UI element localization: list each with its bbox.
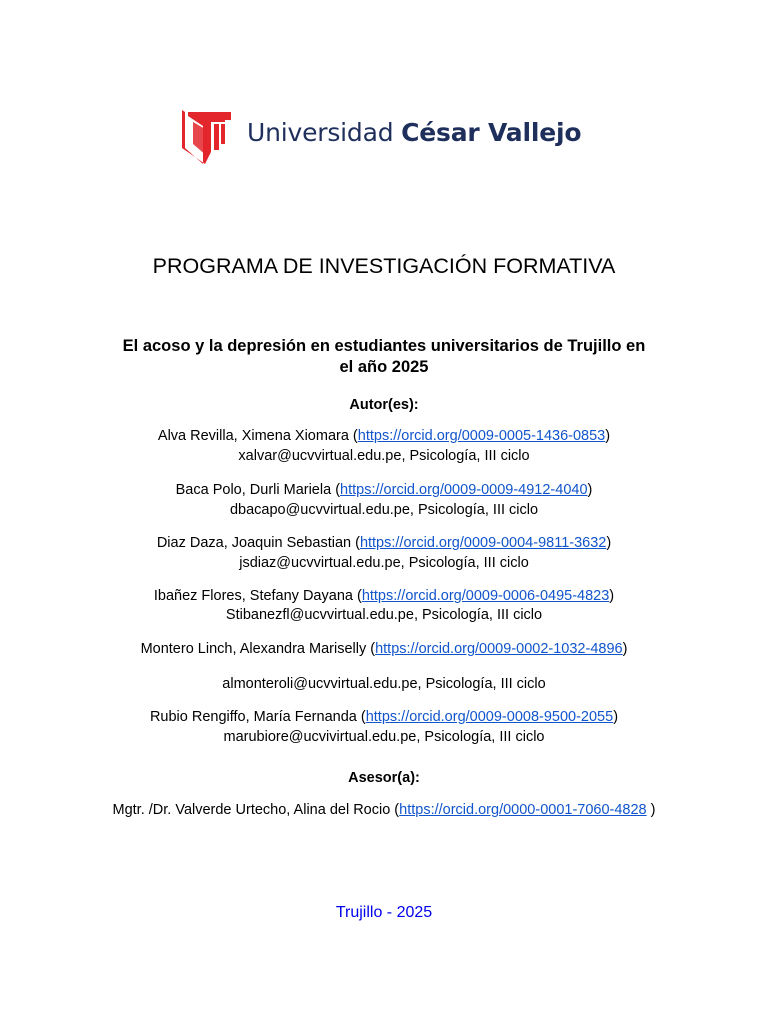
author-name: Alva Revilla, Ximena Xiomara ( [157,428,358,444]
author-line [0,535,768,551]
author-name: Baca Polo, Durli Mariela ( [175,482,341,498]
paren-close: ) [587,482,593,498]
paren-close: ) [613,709,619,725]
author-name: Montero Linch, Alexandra Mariselly ( [140,641,376,657]
university-logo [181,108,601,168]
orcid-link[interactable]: https://orcid.org/0009-0005-1436-0853 [357,428,606,444]
paren-close: ) [646,802,656,818]
advisor-label: Asesor(a): [348,770,420,786]
brand-regular: Universidad [247,118,402,147]
author-name: Ibañez Flores, Stefany Dayana ( [153,588,362,604]
author-info: dbacapo@ucvvirtual.edu.pe, Psicología, III ciclo [229,502,539,518]
thesis-title-line-2: el año 2025 [339,358,429,376]
author-line [0,588,768,604]
place-year: Trujillo - 2025 [335,904,433,921]
paren-close: ) [605,428,611,444]
orcid-link[interactable]: https://orcid.org/0009-0006-0495-4823 [361,588,610,604]
orcid-link[interactable]: https://orcid.org/0009-0008-9500-2055 [365,709,614,725]
orcid-link[interactable]: https://orcid.org/0009-0004-9811-3632 [359,535,607,551]
thesis-title [90,336,678,378]
orcid-link[interactable]: https://orcid.org/0009-0002-1032-4896 [375,641,623,657]
paren-close: ) [606,535,612,551]
thesis-title-line-1: El acoso y la depresión en estudiantes universitarios de Trujillo en [122,337,646,355]
paren-close: ) [622,641,628,657]
author-info: marubiore@ucvivirtual.edu.pe, Psicología, III ciclo [223,729,545,745]
author-line [0,641,768,657]
author-info: jsdiaz@ucvvirtual.edu.pe, Psicología, III ciclo [239,555,529,571]
author-line [0,482,768,498]
orcid-link[interactable]: https://orcid.org/0000-0001-7060-4828 [399,802,647,818]
advisor-line [0,802,768,818]
author-info: almonteroli@ucvvirtual.edu.pe, Psicología, III ciclo [222,676,546,692]
author-line [0,709,768,725]
university-wordmark [247,118,581,147]
author-info: Stibanezfl@ucvvirtual.edu.pe, Psicología, III ciclo [225,607,543,623]
university-shield-icon [181,108,233,166]
advisor-name: Mgtr. /Dr. Valverde Urtecho, Alina del Rocio ( [112,802,400,818]
author-name: Diaz Daza, Joaquin Sebastian ( [156,535,360,551]
orcid-link[interactable]: https://orcid.org/0009-0009-4912-4040 [340,482,588,498]
brand-bold: César Vallejo [401,118,582,147]
paren-close: ) [609,588,615,604]
authors-label: Autor(es): [349,397,419,413]
author-line [0,428,768,444]
author-info: xalvar@ucvvirtual.edu.pe, Psicología, III ciclo [238,448,530,464]
program-title: PROGRAMA DE INVESTIGACIÓN FORMATIVA [152,254,616,278]
author-name: Rubio Rengiffo, María Fernanda ( [149,709,366,725]
